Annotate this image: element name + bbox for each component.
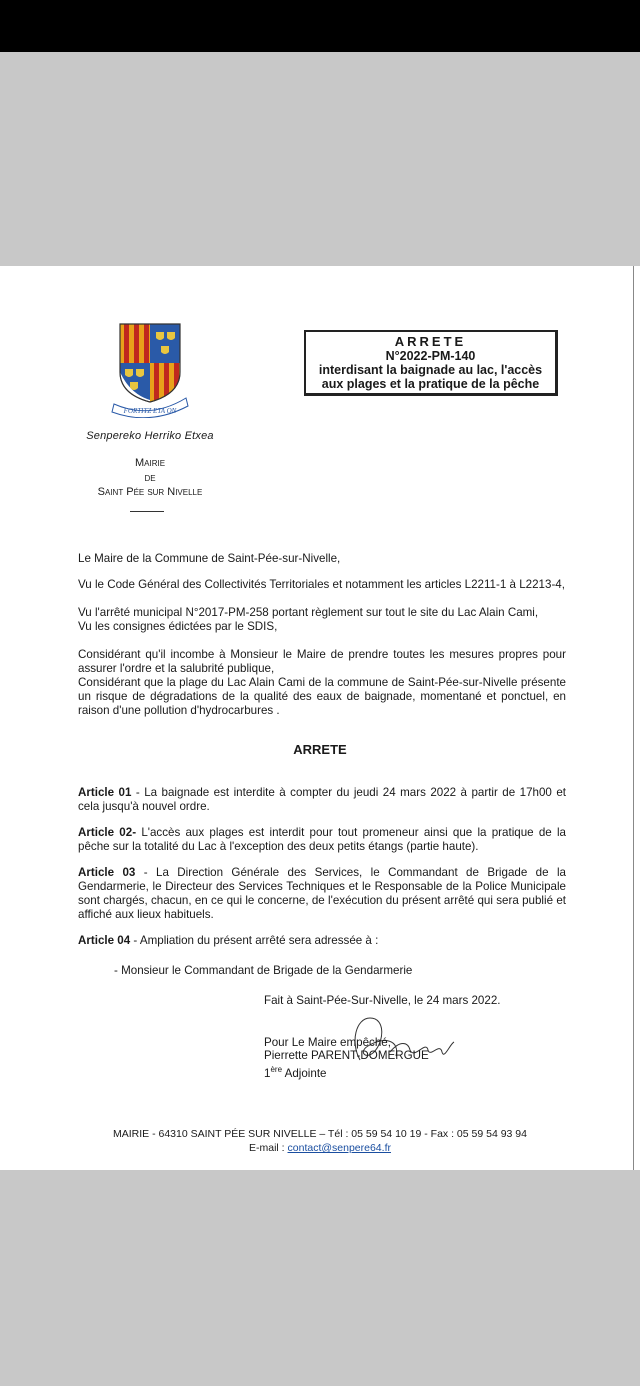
crest-motto: FORTITZ ETA ON bbox=[123, 407, 177, 415]
signatory-title-sup: ère bbox=[270, 1065, 283, 1074]
article-01 bbox=[78, 786, 566, 814]
article-03 bbox=[78, 866, 566, 922]
preamble-considering-order: Considérant qu'il incombe à Monsieur le Maire de prendre toutes les mesures propres pour assurer l'ordre et la salubrité publique, bbox=[78, 648, 566, 675]
article-01-sep: - bbox=[131, 786, 145, 799]
article-02-label: Article 02- bbox=[78, 826, 137, 839]
top-gray-band bbox=[0, 52, 640, 266]
preamble-code: Vu le Code Général des Collectivités Territoriales et notamment les articles L2211-1 à L2213-4, bbox=[78, 578, 565, 591]
preamble-mayor: Le Maire de la Commune de Saint-Pée-sur-Nivelle, bbox=[78, 552, 341, 565]
decree-title-box bbox=[304, 330, 558, 396]
recipient-line: - Monsieur le Commandant de Brigade de la Gendarmerie bbox=[114, 964, 413, 977]
article-04 bbox=[78, 934, 566, 948]
signatory-name: Pierrette PARENT-DOMERGUE bbox=[264, 1049, 429, 1062]
preamble-sdis: Vu les consignes édictées par le SDIS, bbox=[78, 620, 278, 633]
footer-email-link[interactable]: contact@senpere64.fr bbox=[287, 1142, 391, 1154]
footer-email-label: E-mail : bbox=[249, 1142, 288, 1154]
signatory-title-num: 1 bbox=[264, 1066, 271, 1080]
signatory-title bbox=[264, 1063, 327, 1081]
article-04-text: Ampliation du présent arrêté sera adressée à : bbox=[139, 934, 379, 947]
article-03-label: Article 03 bbox=[78, 866, 136, 879]
article-03-sep: - bbox=[135, 866, 157, 879]
footer-email-line bbox=[0, 1142, 640, 1154]
preamble-considering-pollution: Considérant que la plage du Lac Alain Cami de la commune de Saint-Pée-sur-Nivelle présente un risque de dégradations de la qualité des eaux de baignade, momentané et ponctuel, en raison d'une pollution d'hydrocarbures . bbox=[78, 676, 566, 717]
preamble-municipal-decree: Vu l'arrêté municipal N°2017-PM-258 portant règlement sur tout le site du Lac Alain Cami, bbox=[78, 606, 539, 619]
decree-subject-line1: interdisant la baignade au lac, l'accès bbox=[318, 363, 543, 377]
bottom-gray-band bbox=[0, 1170, 640, 1386]
article-03-text: La Direction Générale des Services, le Commandant de Brigade de la Gendarmerie, le Directeur des Services Techniques et le Responsable de la Police Municipale sont chargés, chacun, en ce qui le concerne, de l'exécution du présent arrêté qui sera publié et affiché aux lieux habituels. bbox=[78, 866, 566, 921]
header-divider bbox=[130, 511, 164, 512]
signature-place-date: Fait à Saint-Pée-Sur-Nivelle, le 24 mars 2022. bbox=[264, 994, 501, 1007]
article-01-text: La baignade est interdite à compter du jeudi 24 mars 2022 à partir de 17h00 et cela jusqu'à nouvel ordre. bbox=[78, 786, 566, 813]
signature-line-1: Pour Le Maire empêché, bbox=[264, 1036, 391, 1049]
page-edge-line bbox=[633, 266, 634, 1170]
mairie-de-label: de bbox=[144, 472, 156, 484]
decree-title-arrete: ARRETE bbox=[394, 334, 467, 349]
article-04-sep: - bbox=[130, 934, 140, 947]
coat-of-arms-logo bbox=[110, 322, 190, 418]
document-page bbox=[0, 266, 640, 1170]
arrete-heading: ARRETE bbox=[293, 742, 347, 757]
article-02-text: L'accès aux plages est interdit pour tout promeneur ainsi que la pratique de la pêche sur la totalité du Lac à l'exception des deux petits étangs (partie haute). bbox=[78, 826, 566, 853]
article-02 bbox=[78, 826, 566, 854]
basque-town-hall-name: Senpereko Herriko Etxea bbox=[86, 430, 214, 442]
footer-address: MAIRIE - 64310 SAINT PÉE SUR NIVELLE – Tél : 05 59 54 10 19 - Fax : 05 59 54 93 94 bbox=[112, 1128, 527, 1140]
mairie-label: Mairie bbox=[134, 457, 166, 469]
town-name: Saint Pée sur Nivelle bbox=[97, 486, 203, 498]
signatory-title-rest: Adjointe bbox=[282, 1066, 327, 1080]
decree-number: N°2022-PM-140 bbox=[385, 349, 476, 363]
decree-subject-line2: aux plages et la pratique de la pêche bbox=[321, 377, 540, 391]
article-01-label: Article 01 bbox=[78, 786, 132, 799]
article-04-label: Article 04 bbox=[78, 934, 131, 947]
